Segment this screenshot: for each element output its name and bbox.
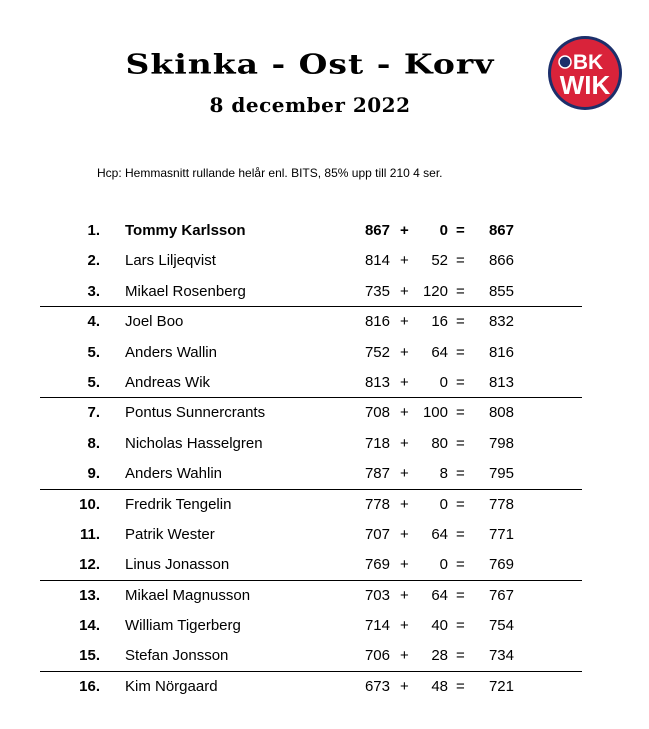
table-row [0, 459, 649, 489]
player-name: Joel Boo [125, 313, 184, 331]
total-cell: 816 [488, 343, 514, 361]
total-cell: 771 [488, 525, 514, 543]
score-cell: 673 [364, 677, 390, 695]
score-cell: 778 [364, 495, 390, 513]
player-name: Mikael Magnusson [125, 586, 251, 604]
score-cell: 714 [364, 617, 390, 635]
table-row [0, 581, 649, 611]
rank-cell: 2. [87, 252, 100, 270]
total-cell: 808 [488, 404, 514, 422]
table-row [0, 338, 649, 368]
score-cell: 814 [364, 252, 390, 270]
handicap-cell: 28 [431, 647, 448, 665]
handicap-cell: 64 [431, 586, 448, 604]
plus-sign: + [400, 404, 409, 422]
rank-cell: 11. [79, 525, 100, 543]
total-cell: 855 [488, 282, 514, 300]
score-cell: 718 [364, 434, 390, 452]
plus-sign: + [400, 313, 409, 331]
handicap-note: Hcp: Hemmasnitt rullande helår enl. BITS, 85% upp till 210 4 ser. [97, 166, 443, 180]
table-row [0, 429, 649, 459]
handicap-cell: 120 [422, 282, 448, 300]
equals-sign: = [456, 495, 465, 513]
club-logo [546, 34, 624, 112]
player-name: Tommy Karlsson [125, 222, 246, 239]
equals-sign: = [456, 373, 465, 391]
logo-bottom-text: WIK [559, 70, 611, 100]
event-date: 8 december 2022 [209, 93, 411, 117]
equals-sign: = [456, 252, 465, 270]
plus-sign: + [400, 556, 409, 574]
table-row [0, 611, 649, 641]
player-name: William Tigerberg [125, 617, 241, 635]
score-cell: 703 [364, 586, 390, 604]
handicap-cell: 64 [431, 343, 448, 361]
table-row [0, 368, 649, 398]
equals-sign: = [456, 404, 465, 422]
player-name: Nicholas Hasselgren [125, 434, 263, 452]
total-cell: 767 [488, 586, 514, 604]
player-name: Linus Jonasson [125, 556, 230, 574]
player-name: Pontus Sunnercrants [125, 404, 266, 422]
rank-cell: 10. [79, 495, 100, 513]
total-cell: 769 [488, 556, 514, 574]
plus-sign: + [400, 525, 409, 543]
table-row [0, 277, 649, 307]
table-row [0, 398, 649, 428]
equals-sign: = [456, 313, 465, 331]
total-cell: 813 [488, 373, 514, 391]
score-cell: 752 [364, 343, 390, 361]
handicap-cell: 0 [439, 222, 448, 239]
handicap-cell: 0 [439, 495, 448, 513]
table-row [0, 246, 649, 276]
total-cell: 798 [488, 434, 514, 452]
rank-cell: 13. [79, 586, 100, 604]
plus-sign: + [400, 434, 409, 452]
plus-sign: + [400, 465, 409, 483]
total-cell: 754 [488, 617, 514, 635]
plus-sign: + [400, 617, 409, 635]
table-row [0, 307, 649, 337]
score-cell: 813 [364, 373, 390, 391]
player-name: Fredrik Tengelin [125, 495, 232, 513]
equals-sign: = [456, 556, 465, 574]
table-row [0, 490, 649, 520]
rank-cell: 9. [87, 465, 100, 483]
table-row [0, 520, 649, 550]
equals-sign: = [456, 465, 465, 483]
total-cell: 832 [488, 313, 514, 331]
rank-cell: 14. [79, 617, 100, 635]
plus-sign: + [400, 282, 409, 300]
total-cell: 734 [488, 647, 514, 665]
rank-cell: 4. [87, 313, 100, 331]
score-cell: 867 [364, 222, 390, 239]
score-cell: 816 [364, 313, 390, 331]
score-cell: 708 [364, 404, 390, 422]
player-name: Stefan Jonsson [125, 647, 229, 665]
total-cell: 795 [488, 465, 514, 483]
rank-cell: 16. [79, 677, 100, 695]
handicap-cell: 52 [431, 252, 448, 270]
rank-cell: 8. [87, 434, 100, 452]
rank-cell: 1. [87, 222, 100, 239]
handicap-cell: 40 [431, 617, 448, 635]
rank-cell: 5. [87, 373, 100, 391]
plus-sign: + [400, 495, 409, 513]
score-cell: 769 [364, 556, 390, 574]
total-cell: 867 [488, 222, 514, 239]
page-title: Skinka - Ost - Korv [125, 48, 495, 80]
handicap-cell: 0 [439, 373, 448, 391]
handicap-cell: 8 [439, 465, 448, 483]
table-row [0, 550, 649, 580]
equals-sign: = [456, 222, 465, 239]
equals-sign: = [456, 647, 465, 665]
plus-sign: + [400, 677, 409, 695]
score-cell: 707 [364, 525, 390, 543]
table-row [0, 216, 649, 246]
equals-sign: = [456, 434, 465, 452]
total-cell: 721 [488, 677, 514, 695]
equals-sign: = [456, 586, 465, 604]
player-name: Kim Nörgaard [125, 677, 218, 695]
rank-cell: 5. [87, 343, 100, 361]
total-cell: 866 [488, 252, 514, 270]
rank-cell: 15. [79, 647, 100, 665]
player-name: Patrik Wester [125, 525, 215, 543]
plus-sign: + [400, 586, 409, 604]
plus-sign: + [400, 647, 409, 665]
results-table [0, 216, 649, 702]
plus-sign: + [400, 222, 409, 239]
handicap-cell: 0 [439, 556, 448, 574]
plus-sign: + [400, 343, 409, 361]
equals-sign: = [456, 617, 465, 635]
score-cell: 787 [364, 465, 390, 483]
plus-sign: + [400, 252, 409, 270]
player-name: Andreas Wik [125, 373, 211, 391]
player-name: Mikael Rosenberg [125, 282, 246, 300]
player-name: Anders Wahlin [125, 465, 222, 483]
handicap-cell: 48 [431, 677, 448, 695]
table-row [0, 672, 649, 702]
equals-sign: = [456, 677, 465, 695]
rank-cell: 7. [87, 404, 100, 422]
handicap-cell: 100 [422, 404, 448, 422]
player-name: Lars Liljeqvist [125, 252, 216, 270]
table-row [0, 641, 649, 671]
rank-cell: 12. [79, 556, 100, 574]
player-name: Anders Wallin [125, 343, 217, 361]
handicap-cell: 80 [431, 434, 448, 452]
plus-sign: + [400, 373, 409, 391]
handicap-cell: 16 [431, 313, 448, 331]
logo-top-text: BK [572, 51, 604, 74]
score-cell: 706 [364, 647, 390, 665]
score-cell: 735 [364, 282, 390, 300]
equals-sign: = [456, 525, 465, 543]
equals-sign: = [456, 343, 465, 361]
rank-cell: 3. [87, 282, 100, 300]
total-cell: 778 [488, 495, 514, 513]
equals-sign: = [456, 282, 465, 300]
handicap-cell: 64 [431, 525, 448, 543]
